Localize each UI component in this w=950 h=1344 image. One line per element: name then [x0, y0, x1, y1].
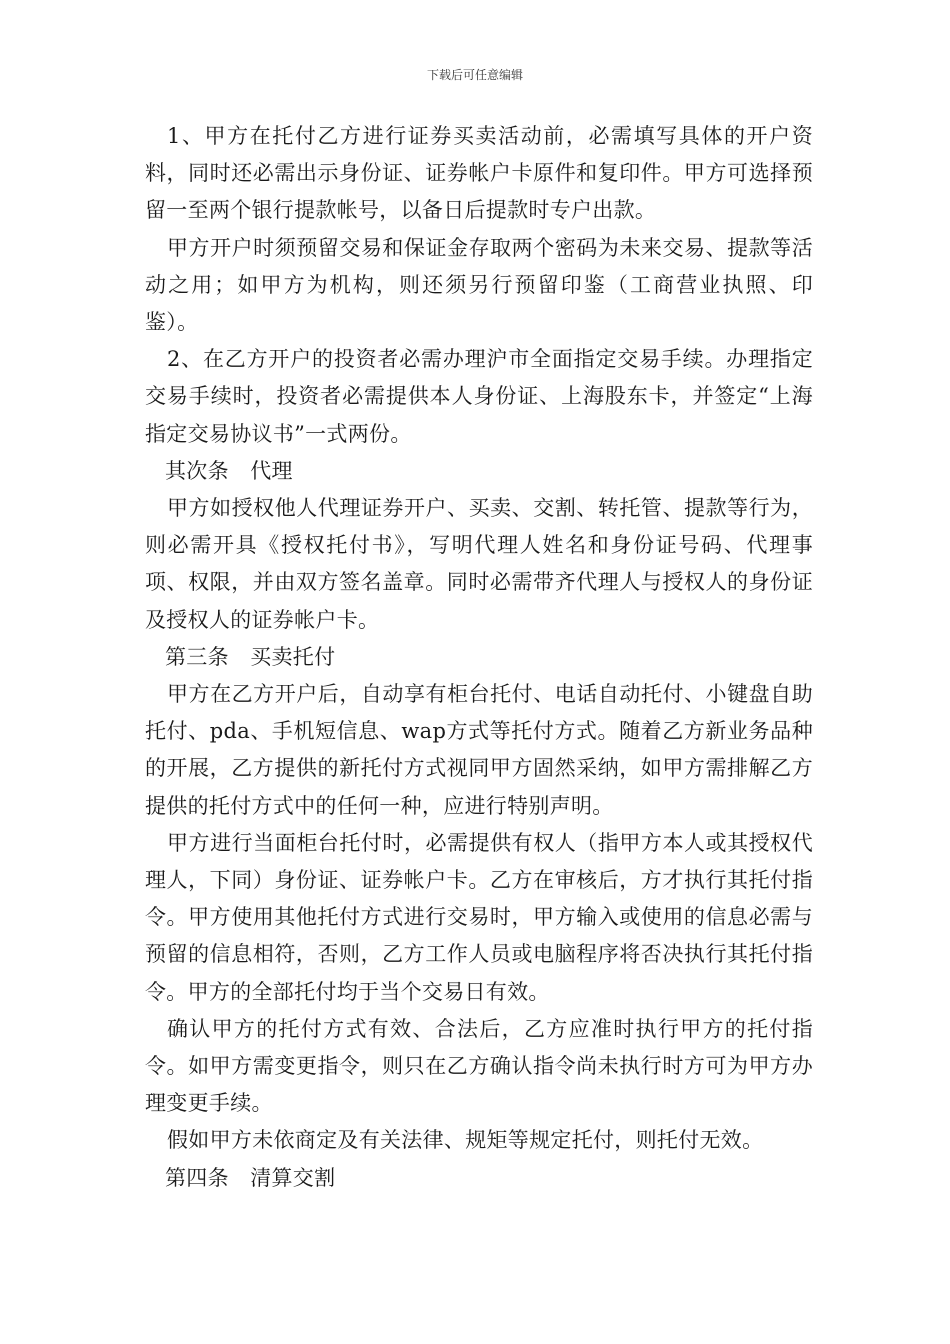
section-heading-3: 第三条 买卖托付: [165, 644, 336, 669]
document-body: [145, 118, 813, 1197]
paragraph-3: 2、在乙方开户的投资者必需办理沪市全面指定交易手续。办理指定交易手续时，投资者必需提供本人身份证、上海股东卡，并签定“上海指定交易协议书”一式两份。: [145, 347, 813, 446]
paragraph-1: 1、甲方在托付乙方进行证券买卖活动前，必需填写具体的开户资料，同时还必需出示身份证、证券帐户卡原件和复印件。甲方可选择预留一至两个银行提款帐号，以备日后提款时专户出款。: [145, 124, 813, 223]
page-header: 下载后可任意编辑: [426, 68, 523, 82]
paragraph-7: 确认甲方的托付方式有效、合法后，乙方应准时执行甲方的托付指令。如甲方需变更指令，则只在乙方确认指令尚未执行时方可为甲方办理变更手续。: [145, 1016, 813, 1116]
paragraph-4: 甲方如授权他人代理证券开户、买卖、交割、转托管、提款等行为，则必需开具《授权托付书》，写明代理人姓名和身份证号码、代理事项、权限，并由双方签名盖章。同时必需带齐代理人与授权人的身份证及授权人的证券帐户卡。: [145, 496, 813, 632]
paragraph-6: 甲方进行当面柜台托付时，必需提供有权人（指甲方本人或其授权代理人，下同）身份证、证券帐户卡。乙方在审核后，方才执行其托付指令。甲方使用其他托付方式进行交易时，甲方输入或使用的信息必需与预留的信息相符，否则，乙方工作人员或电脑程序将否决执行其托付指令。甲方的全部托付均于当个交易日有效。: [145, 830, 813, 1004]
paragraph-2: 甲方开户时须预留交易和保证金存取两个密码为未来交易、提款等活动之用；如甲方为机构，则还须另行预留印鉴（工商营业执照、印鉴）。: [145, 235, 813, 335]
paragraph-8: 假如甲方未依商定及有关法律、规矩等规定托付，则托付无效。: [167, 1128, 764, 1153]
section-heading-2: 其次条 代理: [165, 458, 293, 483]
section-heading-4: 第四条 清算交割: [165, 1165, 336, 1190]
paragraph-5: 甲方在乙方开户后，自动享有柜台托付、电话自动托付、小键盘自助托付、pda、手机短信息、wap方式等托付方式。随着乙方新业务品种的开展，乙方提供的新托付方式视同甲方固然采纳，如甲方需排解乙方提供的托付方式中的任何一种，应进行特别声明。: [145, 682, 813, 818]
